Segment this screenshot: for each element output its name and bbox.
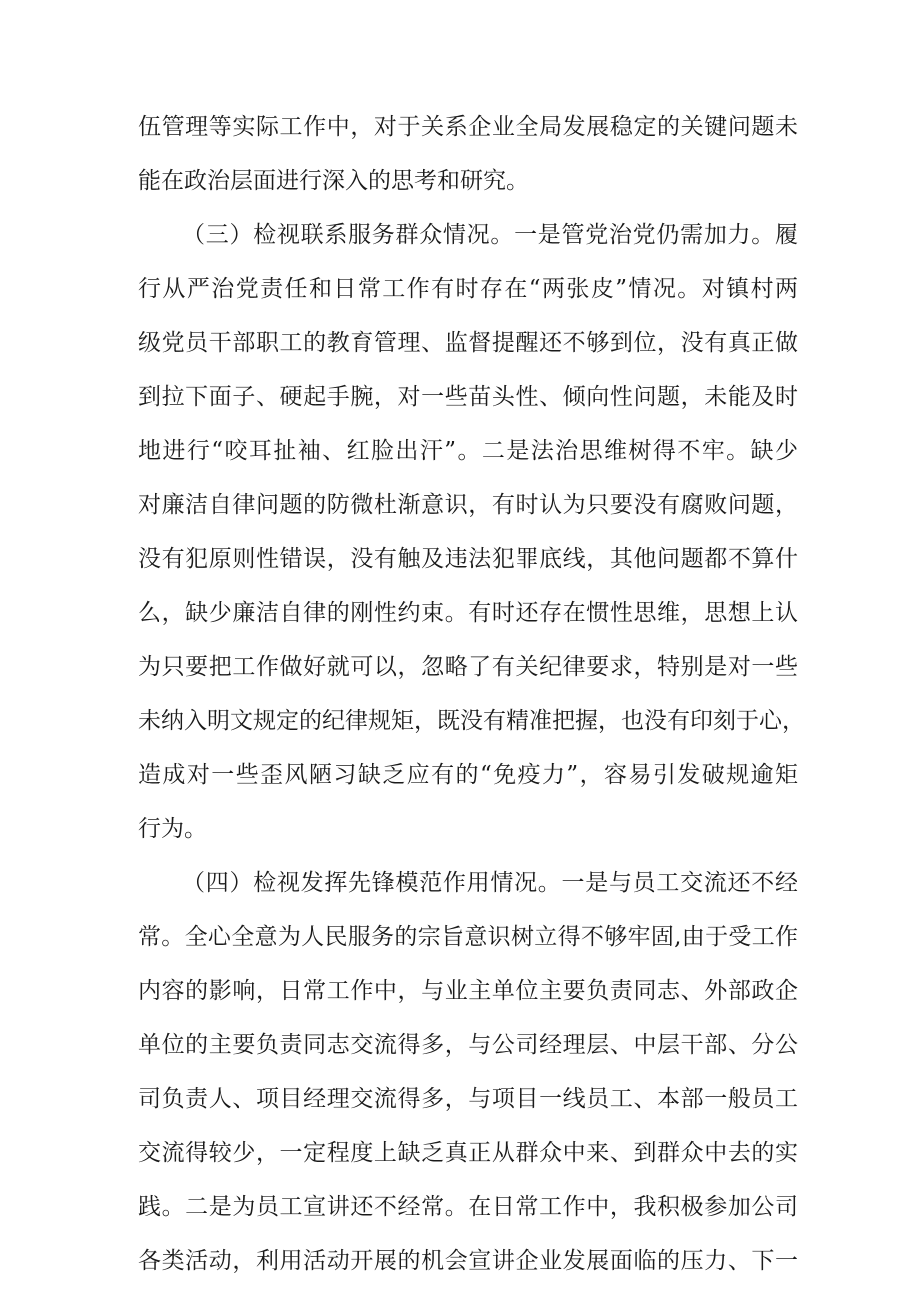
- text-line: 造成对一些歪风陋习缺乏应有的“免疫力”，容易引发破规逾矩: [138, 762, 798, 788]
- text-line: 级党员干部职工的教育管理、监督提醒还不够到位，没有真正做: [138, 330, 798, 356]
- text-line: 能在政治层面进行深入的思考和研究。: [138, 168, 529, 194]
- text-line: 没有犯原则性错误，没有触及违法犯罪底线，其他问题都不算什: [138, 546, 798, 572]
- section-heading-line: （三）检视联系服务群众情况。一是管党治党仍需加力。履: [182, 222, 798, 248]
- text-line: 交流得较少，一定程度上缺乏真正从群众中来、到群众中去的实: [138, 1140, 798, 1166]
- text-line: 为只要把工作做好就可以，忽略了有关纪律要求，特别是对一些: [138, 654, 798, 680]
- text-line: 行为。: [138, 816, 207, 842]
- text-line: 未纳入明文规定的纪律规矩，既没有精准把握，也没有印刻于心，: [138, 708, 805, 734]
- text-line: 行从严治党责任和日常工作有时存在“两张皮”情况。对镇村两: [138, 276, 798, 302]
- text-line: 单位的主要负责同志交流得多，与公司经理层、中层干部、分公: [138, 1032, 798, 1058]
- text-line: 内容的影响，日常工作中，与业主单位主要负责同志、外部政企: [138, 978, 798, 1004]
- text-line: 么，缺少廉洁自律的刚性约束。有时还存在惯性思维，思想上认: [138, 600, 798, 626]
- section-heading-line: （四）检视发挥先锋模范作用情况。一是与员工交流还不经: [182, 870, 798, 896]
- text-line: 司负责人、项目经理交流得多，与项目一线员工、本部一般员工: [138, 1086, 798, 1112]
- text-line: 常。全心全意为人民服务的宗旨意识树立得不够牢固,由于受工作: [138, 924, 798, 950]
- text-line: 到拉下面子、硬起手腕，对一些苗头性、倾向性问题，未能及时: [138, 384, 798, 410]
- text-line: 各类活动，利用活动开展的机会宣讲企业发展面临的压力、下一: [138, 1248, 798, 1274]
- text-line: 地进行“咬耳扯袖、红脸出汗”。二是法治思维树得不牢。缺少: [138, 438, 798, 464]
- text-line: 对廉洁自律问题的防微杜渐意识，有时认为只要没有腐败问题，: [138, 492, 798, 518]
- text-line: 伍管理等实际工作中，对于关系企业全局发展稳定的关键问题未: [138, 114, 798, 140]
- text-line: 践。二是为员工宣讲还不经常。在日常工作中，我积极参加公司: [138, 1194, 798, 1220]
